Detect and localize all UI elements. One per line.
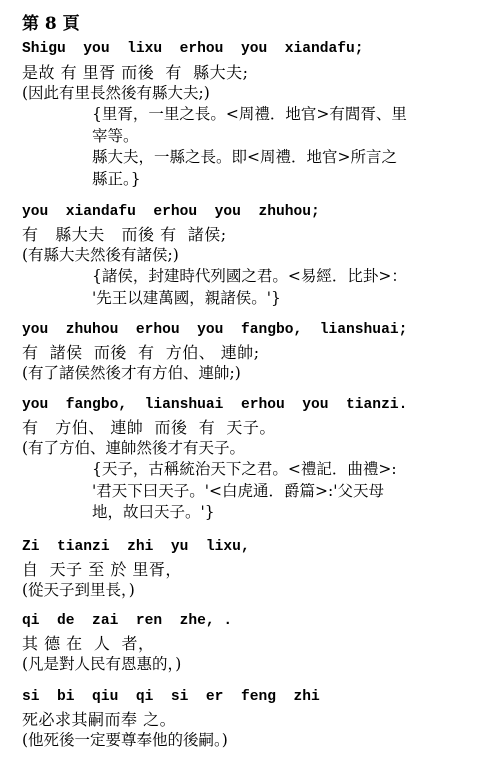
section-5-pinyin: Zi tianzi zhi yu lixu, xyxy=(22,539,250,555)
section-3-gloss: (有了諸侯然後才有方伯、連帥;) xyxy=(22,364,241,382)
page-number-label: 第 8 頁 xyxy=(22,14,80,34)
section-1-note-line: {里胥，一里之長。<周禮．地官>有閭胥、里 xyxy=(92,105,407,123)
section-5-hanzi: 自 天子 至 於 里胥， xyxy=(22,560,182,579)
section-4-note-line: 地，故曰天子。'} xyxy=(92,503,215,521)
section-5-gloss: (從天子到里長，) xyxy=(22,581,135,599)
section-4-hanzi: 有 方伯、 連帥 而後 有 天子。 xyxy=(22,418,276,437)
section-7-hanzi: 死必求其嗣而奉 之。 xyxy=(22,710,177,729)
section-6-pinyin: qi de zai ren zhe, . xyxy=(22,613,233,629)
section-6-gloss: (凡是對人民有恩惠的，) xyxy=(22,655,182,673)
section-3-hanzi: 有 諸侯 而後 有 方伯、 連帥; xyxy=(22,343,260,362)
section-4-gloss: (有了方伯、連帥然後才有天子。 xyxy=(22,439,246,457)
section-4-note-line: '君天下曰天子。'<白虎通．爵篇>:'父天母 xyxy=(92,482,384,500)
section-2-note-line: '先王以建萬國，親諸侯。'} xyxy=(92,289,281,307)
section-1-note-line: 縣正。} xyxy=(92,170,141,188)
section-3-pinyin: you zhuhou erhou you fangbo, lianshuai; xyxy=(22,322,408,338)
section-2-note-line: {諸侯，封建時代列國之君。<易經．比卦>： xyxy=(92,267,407,285)
section-1-hanzi: 是故 有 里胥 而後 有 縣大夫; xyxy=(22,63,249,82)
section-1-gloss: (因此有里長然後有縣大夫;) xyxy=(22,84,210,102)
section-2-hanzi: 有 縣大夫 而後 有 諸侯; xyxy=(22,225,227,244)
section-4-note-line: {天子，古稱統治天下之君。<禮記．曲禮>: xyxy=(92,460,397,478)
section-1-note-line: 縣大夫，一縣之長。即<周禮．地官>所言之 xyxy=(92,148,397,166)
section-1-note-line: 宰等。 xyxy=(92,127,139,145)
section-2-gloss: (有縣大夫然後有諸侯;) xyxy=(22,246,179,264)
section-7-pinyin: si bi qiu qi si er feng zhi xyxy=(22,689,320,705)
section-2-pinyin: you xiandafu erhou you zhuhou; xyxy=(22,204,320,220)
section-6-hanzi: 其 德 在 人 者， xyxy=(22,634,155,653)
section-4-pinyin: you fangbo, lianshuai erhou you tianzi. xyxy=(22,397,408,413)
section-7-gloss: (他死後一定要尊奉他的後嗣。) xyxy=(22,731,228,749)
section-1-pinyin: Shigu you lixu erhou you xiandafu; xyxy=(22,41,364,57)
